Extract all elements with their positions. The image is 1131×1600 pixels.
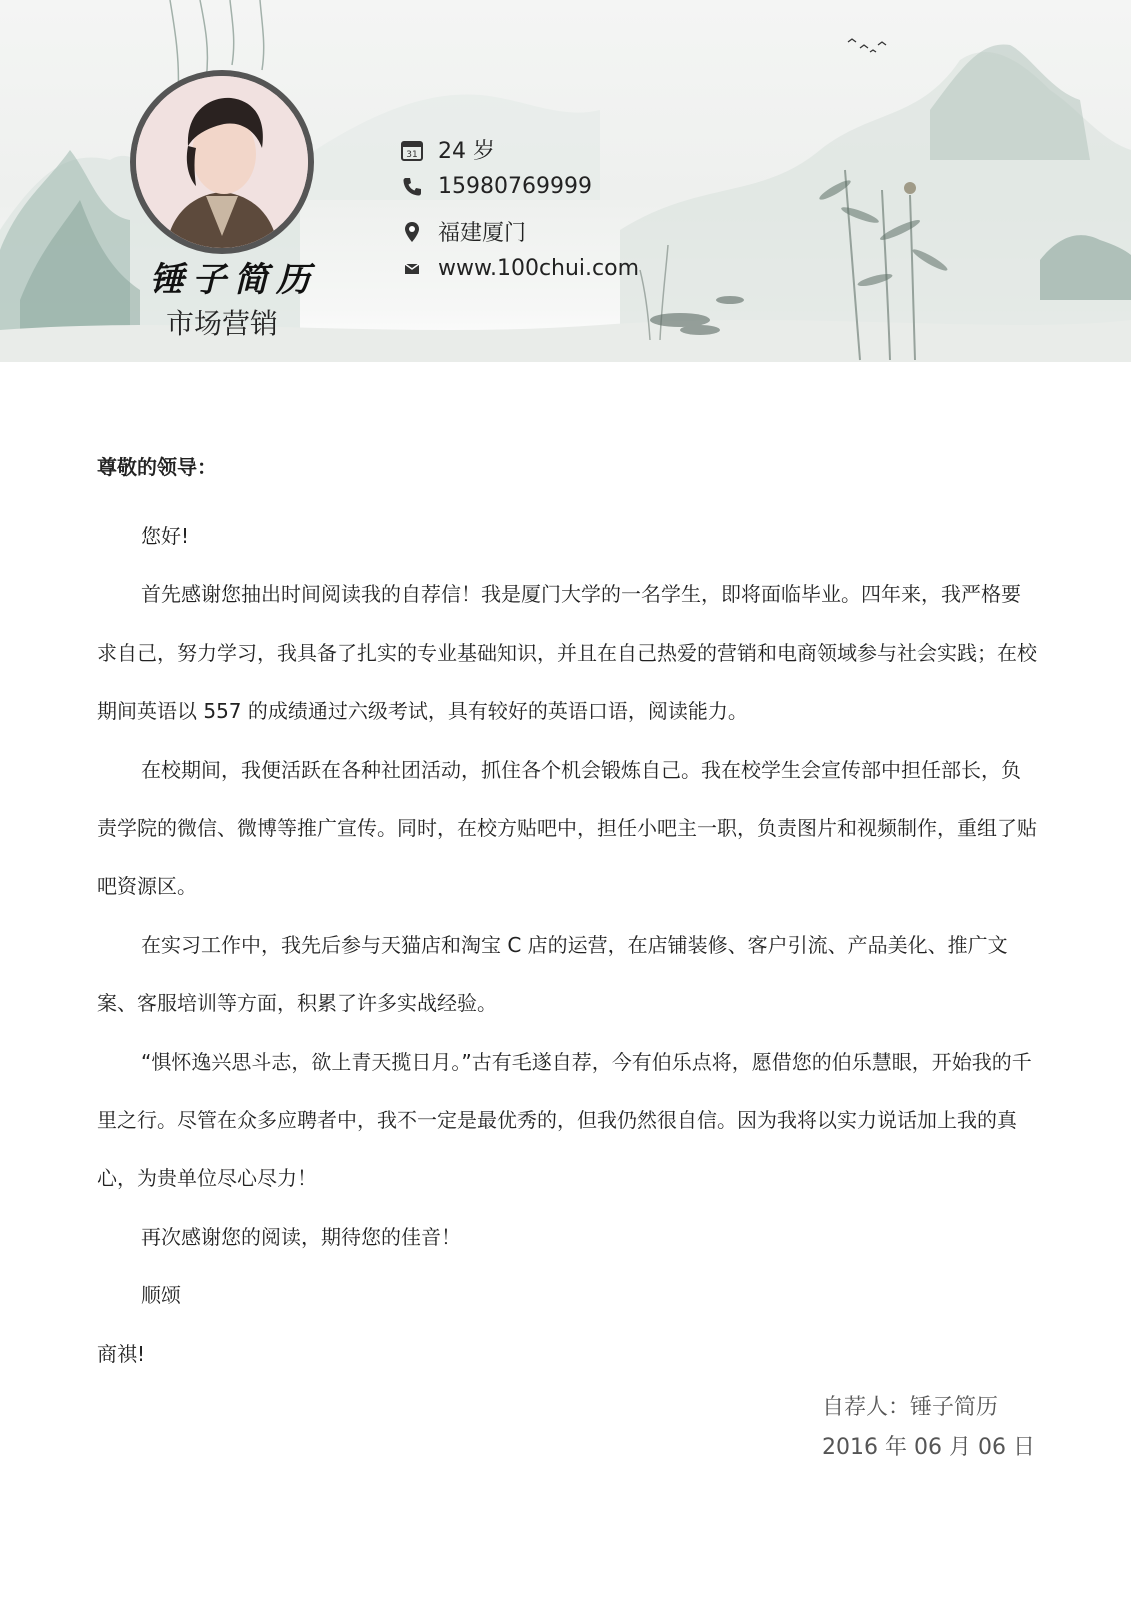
info-location xyxy=(400,216,526,247)
letter-paragraph: 在校期间，我便活跃在各种社团活动，抓住各个机会锻炼自己。我在校学生会宣传部中担任部长，负责学院的微信、微博等推广宣传。同时，在校方贴吧中，担任小吧主一职，负责图片和视频制作，重组了贴吧资源区。 xyxy=(97,757,1037,899)
job-title: 市场营销 xyxy=(166,307,279,340)
info-website xyxy=(400,256,639,281)
letter-paragraph: 首先感谢您抽出时间阅读我的自荐信！我是厦门大学的一名学生，即将面临毕业。四年来，我严格要求自己，努力学习，我具备了扎实的专业基础知识，并且在自己热爱的营销和电商领域参与社会实践；在校期间英语以 557 的成绩通过六级考试，具有较好的英语口语，阅读能力。 xyxy=(97,582,1037,724)
brand-logo-text: 锤子简历 xyxy=(150,260,318,300)
info-phone xyxy=(400,174,592,199)
signature-block xyxy=(822,1388,1035,1468)
signer-name: 自荐人：锤子简历 xyxy=(822,1395,999,1420)
info-age xyxy=(400,134,495,165)
letter-paragraph: 再次感谢您的阅读，期待您的佳音！ xyxy=(141,1224,461,1249)
mail-icon xyxy=(400,257,424,281)
phone-value: 15980769999 xyxy=(438,174,592,199)
profile-photo xyxy=(130,70,314,254)
svg-text:31: 31 xyxy=(406,149,418,160)
calendar-icon xyxy=(400,138,424,162)
letter-closing-end: 商祺! xyxy=(97,1341,146,1366)
letter-closing: 顺颂 xyxy=(141,1283,181,1308)
cover-letter xyxy=(97,449,1037,1383)
phone-icon xyxy=(400,175,424,199)
age-value: 24 岁 xyxy=(438,139,495,164)
location-pin-icon xyxy=(400,220,424,244)
letter-paragraph: “惧怀逸兴思斗志，欲上青天揽日月。”古有毛遂自荐，今有伯乐点将，愿借您的伯乐慧眼，开始我的千里之行。尽管在众多应聘者中，我不一定是最优秀的，但我仍然很自信。因为我将以实力说话加上我的真心，为贵单位尽心尽力！ xyxy=(97,1049,1032,1191)
person-photo-icon xyxy=(136,76,308,248)
letter-salutation: 尊敬的领导： xyxy=(97,455,217,479)
header-banner xyxy=(0,0,1131,362)
letter-date: 2016 年 06 月 06 日 xyxy=(822,1435,1035,1460)
location-value: 福建厦门 xyxy=(438,221,527,246)
letter-paragraph: 在实习工作中，我先后参与天猫店和淘宝 C 店的运营，在店铺装修、客户引流、产品美化、推广文案、客服培训等方面，积累了许多实战经验。 xyxy=(97,932,1008,1016)
website-value: www.100chui.com xyxy=(438,256,640,281)
letter-greeting: 您好! xyxy=(141,524,190,548)
